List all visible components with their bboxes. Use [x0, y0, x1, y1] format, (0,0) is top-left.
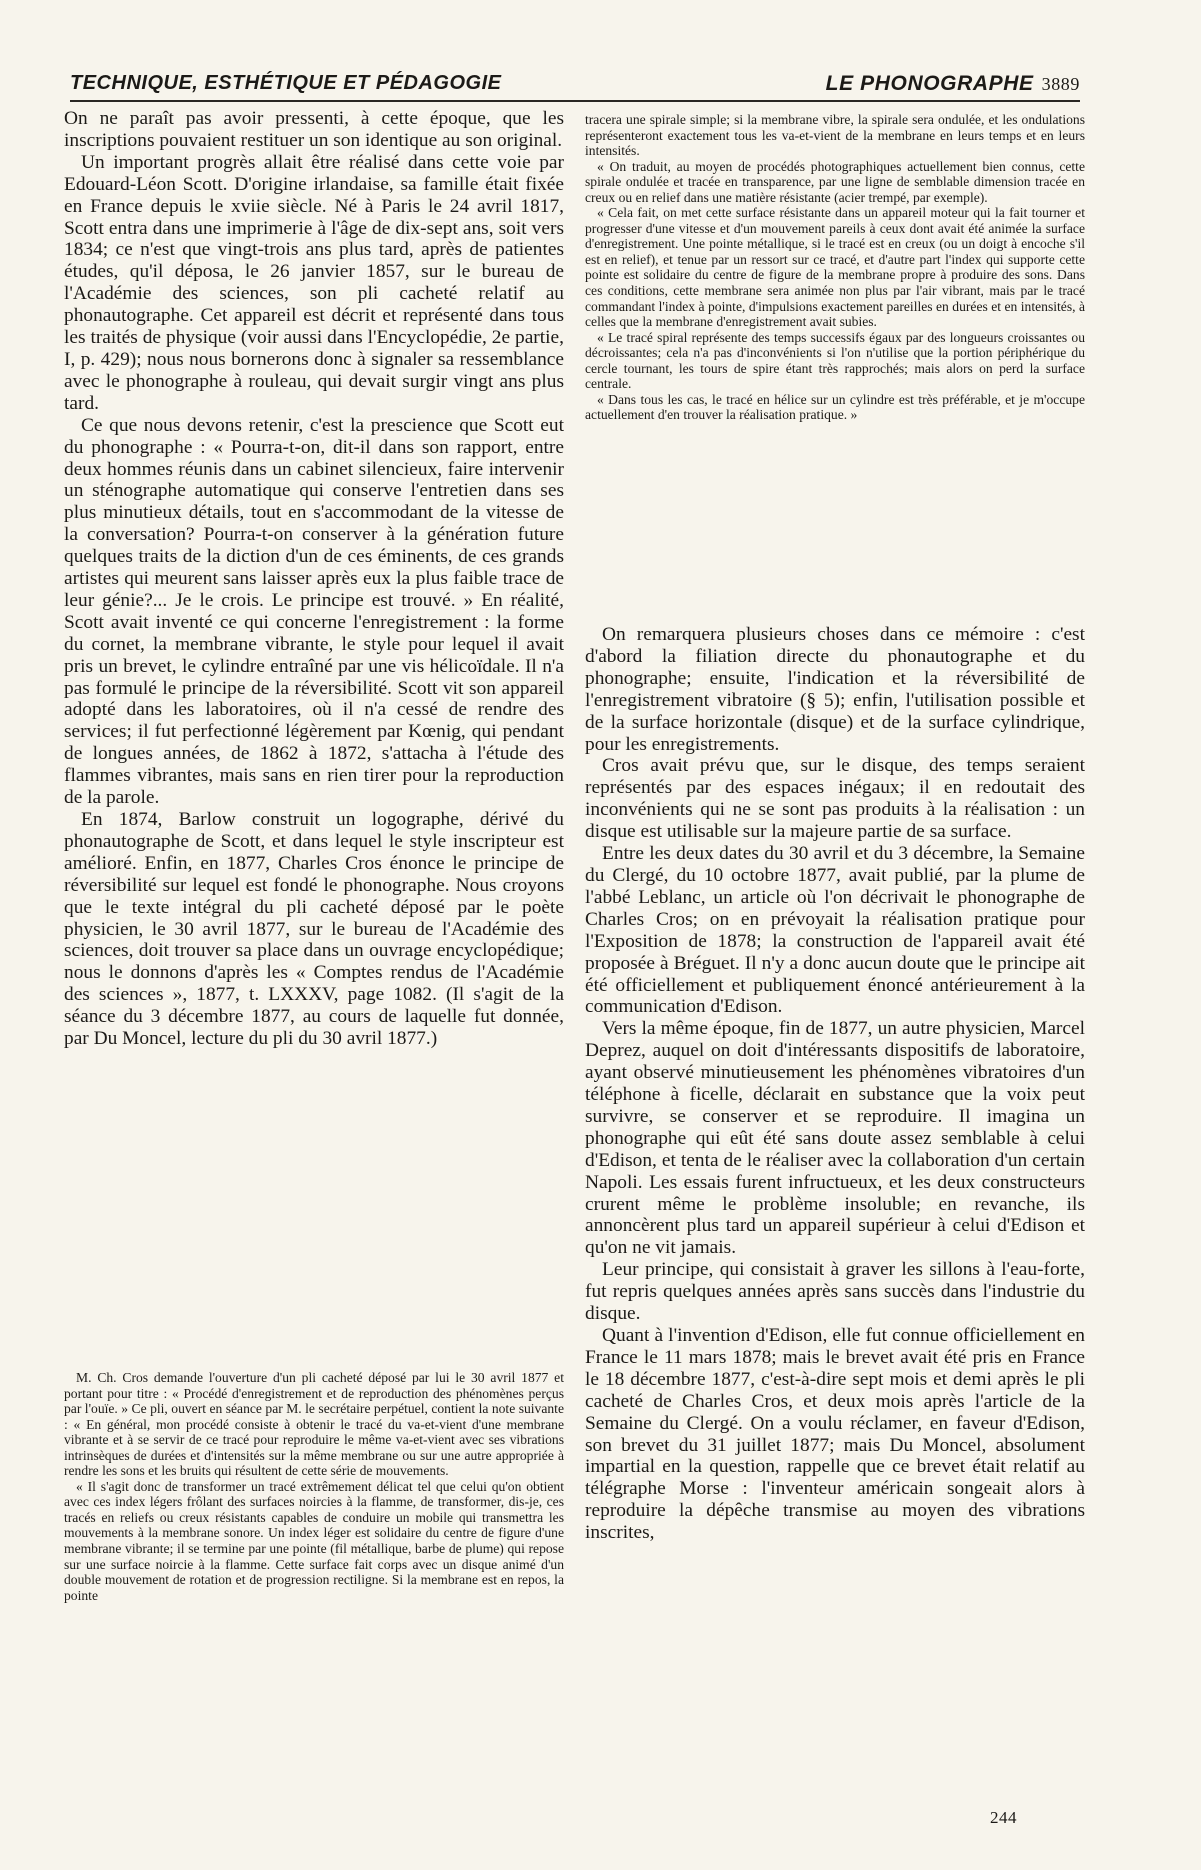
- paragraph: Entre les deux dates du 30 avril et du 3 décembre, la Semaine du Clergé, du 10 octobre 1877, avait publié, par la plume de l'abbé Leblanc, un article où l'on décrivait le phonographe de Charles Cros; on en prévoyait la réalisation pratique pour l'Exposition de 1878; la construction de l'appareil avait été proposée à Bréguet. Il n'y a donc aucun doute que le principe ait été officiellement et publiquement énoncé antérieurement à la communication d'Edison.: [585, 843, 1085, 1018]
- page-number: 3889: [1041, 74, 1080, 94]
- note-paragraph: tracera une spirale simple; si la membrane vibre, la spirale sera ondulée, et les ondulations représenteront exactement tous les va-et-vient de la membrane en leurs temps et en leurs intensités.: [585, 112, 1085, 159]
- quoted-note-block: [64, 1370, 564, 1603]
- note-paragraph: « Cela fait, on met cette surface résistante dans un appareil moteur qui la fait tourner et progresser d'une vitesse et d'un mouvement pareils à ceux dont avait été animée la surface d'enregistrement. Une pointe métallique, si le tracé est en creux (ou un doigt à encoche s'il est en relief), et tenue par un ressort sur ce tracé, et d'autre part l'index qui supporte cette pointe est solidaire du centre de figure de la membrane propre à produire des sons. Dans ces conditions, cette membrane sera animée non plus par l'air vibrant, mais par le tracé commandant l'index à pointe, d'impulsions exactement pareilles en durées et en intensités, à celles que la membrane d'enregistrement avait subies.: [585, 205, 1085, 330]
- right-column: [585, 624, 1085, 1544]
- paragraph: Ce que nous devons retenir, c'est la prescience que Scott eut du phonographe : « Pourra-t-on, dit-il dans son rapport, entre deux hommes réunis dans un cabinet silencieux, faire intervenir un sténographe automatique qui conserve l'entretien dans ses plus minutieux détails, tout en s'accommodant de la vitesse de la conversation? Pourra-t-on conserver à la génération future quelques traits de la diction d'un de ces éminents, de ces grands artistes qui meurent sans laisser après eux la plus faible trace de leur génie?... Je le crois. Le principe est trouvé. » En réalité, Scott avait inventé ce qui concerne l'enregistrement : la forme du cornet, la membrane vibrante, le style pour lequel il avait pris un brevet, le cylindre entraîné par une vis hélicoïdale. Il n'a pas formulé le principe de la réversibilité. Scott vit son appareil adopté dans les laboratoires, où il n'a cessé de rendre des services; il fut perfectionné légèrement par Kœnig, qui pendant de longues années, de 1862 à 1872, s'attacha à l'étude des flammes vibrantes, mais sans en rien tirer pour la reproduction de la parole.: [64, 414, 564, 809]
- note-paragraph: M. Ch. Cros demande l'ouverture d'un pli cacheté déposé par lui le 30 avril 1877 et portant pour titre : « Procédé d'enregistrement et de reproduction des phénomènes perçus par l'ouïe. » Ce pli, ouvert en séance par M. le secrétaire perpétuel, contient la note suivante : « En général, mon procédé consiste à obtenir le tracé du va-et-vient d'une membrane vibrante et à se servir de ce tracé pour reproduire le même va-et-vient avec ses vibrations intrinsèques de durées et d'intensités sur la même membrane ou sur une autre appropriée à rendre les sons et les bruits qui résultent de cette série de mouvements.: [64, 1370, 564, 1479]
- quoted-note-continuation: [585, 112, 1085, 423]
- paragraph: Vers la même époque, fin de 1877, un autre physicien, Marcel Deprez, auquel on doit d'intéressants dispositifs de laboratoire, ayant observé minutieusement les phénomènes vibratoires d'un téléphone à ficelle, déclarait en substance que la voix peut survivre, se conserver et se reproduire. Il imagina un phonographe qui eût été sans doute assez semblable à celui d'Edison, et tenta de le réaliser avec la collaboration d'un certain Napoli. Les essais furent infructueux, et les deux constructeurs crurent même le problème insoluble; en revanche, ils annoncèrent plus tard un appareil supérieur à celui d'Edison et qu'on ne vit jamais.: [585, 1018, 1085, 1259]
- paragraph: En 1874, Barlow construit un logographe, dérivé du phonautographe de Scott, et dans lequel le style inscripteur est amélioré. Enfin, en 1877, Charles Cros énonce le principe de réversibilité sur lequel est fondé le phonographe. Nous croyons que le texte intégral du pli cacheté déposé par le poète physicien, le 30 avril 1877, sur le bureau de l'Académie des sciences, doit trouver sa place dans un ouvrage encyclopédique; nous le donnons d'après les « Comptes rendus de l'Académie des sciences », 1877, t. LXXXV, page 1082. (Il s'agit de la séance du 3 décembre 1877, au cours de laquelle fut donnée, par Du Moncel, lecture du pli du 30 avril 1877.): [64, 809, 564, 1050]
- section-title: TECHNIQUE, ESTHÉTIQUE ET PÉDAGOGIE: [70, 72, 502, 94]
- chapter-title: LE PHONOGRAPHE: [825, 72, 1034, 95]
- running-header: [70, 70, 1080, 104]
- note-paragraph: « Dans tous les cas, le tracé en hélice sur un cylindre est très préférable, et je m'occupe actuellement d'en trouver la réalisation pratique. »: [585, 391, 1085, 423]
- paragraph: Cros avait prévu que, sur le disque, des temps seraient représentés par des espaces inégaux; il en redoutait des inconvénients qui ne se sont pas produits à la réalisation : un disque est utilisable sur la majeure partie de sa surface.: [585, 755, 1085, 843]
- paragraph: Un important progrès allait être réalisé dans cette voie par Edouard-Léon Scott. D'origine irlandaise, sa famille était fixée en France depuis le xviie siècle. Né à Paris le 24 avril 1817, Scott entra dans une imprimerie à l'âge de dix-sept ans, soit vers 1834; ce n'est que vingt-trois ans plus tard, après de patientes études, qu'il déposa, le 26 janvier 1857, sur le bureau de l'Académie des sciences, son pli cacheté relatif au phonautographe. Cet appareil est décrit et représenté dans tous les traités de physique (voir aussi dans l'Encyclopédie, 2e partie, I, p. 429); nous nous bornerons donc à signaler sa ressemblance avec le phonographe à rouleau, qui devait surgir vingt ans plus tard.: [64, 151, 564, 414]
- left-column: [64, 108, 564, 1050]
- chapter-title-group: [826, 72, 1080, 96]
- header-rule: [70, 100, 1080, 102]
- paragraph: Quant à l'invention d'Edison, elle fut connue officiellement en France le 11 mars 1878; mais le brevet avait été pris en France le 18 décembre 1877, c'est-à-dire sept mois et demi après le pli cacheté de Charles Cros, et deux mois après l'article de la Semaine du Clergé. On a voulu réclamer, en faveur d'Edison, son brevet du 31 juillet 1877; mais Du Moncel, absolument impartial en la question, rappelle que ce brevet était relatif au télégraphe Morse : l'inventeur américain songeait alors à reproduire la dépêche transmise au moyen des vibrations inscrites,: [585, 1325, 1085, 1544]
- note-paragraph: « On traduit, au moyen de procédés photographiques actuellement bien connus, cette spirale ondulée et tracée en transparence, par une ligne de semblable dimension tracée en creux ou en relief dans une matière résistante (acier trempé, par exemple).: [585, 158, 1085, 205]
- paragraph: On ne paraît pas avoir pressenti, à cette époque, que les inscriptions pouvaient restituer un son identique au son original.: [64, 108, 564, 151]
- signature-number: 244: [990, 1808, 1017, 1827]
- paragraph: Leur principe, qui consistait à graver les sillons à l'eau-forte, fut repris quelques années après sans succès dans l'industrie du disque.: [585, 1259, 1085, 1325]
- paragraph: On remarquera plusieurs choses dans ce mémoire : c'est d'abord la filiation directe du phonautographe et du phonographe; ensuite, l'indication et la réversibilité de l'enregistrement vibratoire (§ 5); enfin, l'utilisation possible et de la surface horizontale (disque) et de la surface cylindrique, pour les enregistrements.: [585, 624, 1085, 755]
- note-paragraph: « Il s'agit donc de transformer un tracé extrêmement délicat tel que celui qu'on obtient avec ces index légers frôlant des surfaces noircies à la flamme, de transformer, dis-je, ces tracés en reliefs ou creux résistants capables de conduire un mobile qui transmettra les mouvements à la membrane sonore. Un index léger est solidaire du centre de figure d'une membrane vibrante; il se termine par une pointe (fil métallique, barbe de plume) qui repose sur une surface noircie à la flamme. Cette surface fait corps avec un disque animé d'un double mouvement de rotation et de progression rectiligne. Si la membrane est en repos, la pointe: [64, 1478, 564, 1603]
- note-paragraph: « Le tracé spiral représente des temps successifs égaux par des longueurs croissantes ou décroissantes; cela n'a pas d'inconvénients si l'on n'utilise que la portion périphérique du cercle tournant, les tours de spire étant très rapprochés; mais alors on perd la surface centrale.: [585, 329, 1085, 392]
